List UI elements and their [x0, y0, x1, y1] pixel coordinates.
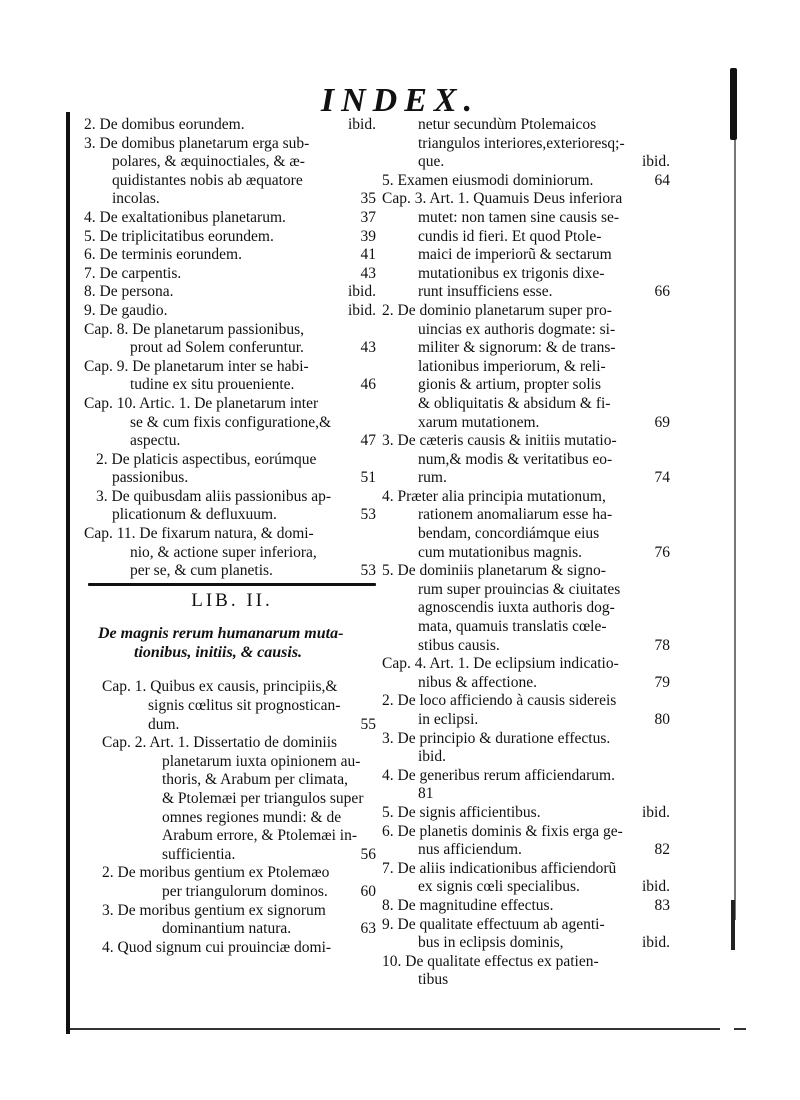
index-entry-line: bendam, concordiámque eius	[418, 525, 600, 543]
index-entry-line	[382, 841, 674, 860]
index-entry-line	[102, 716, 380, 735]
page-reference: 66	[654, 283, 670, 301]
index-entry-text: nibus & affectione.	[418, 673, 537, 691]
page-reference: 43	[360, 339, 376, 357]
index-entry-line: mutationibus ex trigonis dixe-	[418, 264, 605, 282]
index-entry-line: triangulos interiores,exterioresq;-	[418, 134, 625, 152]
index-entry-line: 2. De platicis aspectibus, eorúmque	[96, 450, 317, 468]
index-entries-continued	[382, 116, 674, 990]
index-entry-line: omnes regiones mundi: & de	[162, 808, 342, 826]
index-entry-text: plicationum & defluxuum.	[112, 506, 277, 524]
index-entry-line: 7. De aliis indicationibus afficiendorũ	[382, 859, 617, 877]
index-entry-line: Cap. 2. Art. 1. Dissertatio de dominiis	[102, 734, 338, 752]
index-entry	[382, 655, 674, 692]
index-entry	[382, 897, 674, 916]
index-entry-text: dominantium natura.	[162, 920, 292, 938]
book-subtitle-line: tionibus, initiis, & causis.	[134, 644, 303, 662]
index-entry-text: 4. De exaltationibus planetarum.	[84, 208, 286, 226]
page-reference: 53	[360, 506, 376, 524]
page-title: INDEX.	[320, 82, 480, 119]
index-entry-line	[84, 246, 380, 265]
index-entry-line: 9. De qualitate effectuum ab agenti-	[382, 915, 605, 933]
page-frame-left-rule	[66, 112, 70, 1034]
index-entry-line: 5. De dominiis planetarum & signo-	[382, 562, 606, 580]
index-entry-line	[84, 190, 380, 209]
index-entry-line: netur secundùm Ptolemaicos	[418, 116, 597, 133]
index-entry-line	[84, 283, 380, 302]
index-entry-text: incolas.	[112, 190, 160, 208]
index-entry	[382, 730, 674, 767]
page-reference: 82	[654, 841, 670, 859]
index-entry	[382, 488, 674, 562]
page-reference: 64	[654, 171, 670, 189]
index-entry	[84, 116, 380, 135]
index-entry	[84, 302, 380, 321]
page-reference: 53	[360, 562, 376, 580]
index-entry-line	[102, 920, 380, 939]
index-entry	[102, 902, 380, 939]
index-entry	[84, 283, 380, 302]
index-entry-line: num,& modis & veritatibus eo-	[418, 450, 613, 468]
index-entry-line: 3. De domibus planetarum erga sub-	[84, 134, 310, 152]
book-heading: LIB. II.	[191, 589, 273, 611]
index-entry-line: uincias ex authoris dogmate: si-	[418, 320, 616, 338]
section-divider	[88, 583, 376, 586]
index-entry-text: tudine ex situ proueniente.	[130, 376, 295, 394]
index-entry-line: 4. De generibus rerum afficiendarum.	[382, 766, 615, 784]
index-entry-text: in eclipsi.	[418, 711, 479, 728]
index-entry	[382, 302, 674, 432]
index-entry-text: 5. Examen eiusmodi dominiorum.	[382, 171, 594, 189]
index-entry	[102, 864, 380, 901]
index-entry	[84, 135, 380, 209]
index-entry-line: Cap. 9. De planetarum inter se habi-	[84, 357, 309, 375]
index-entry-line: 10. De qualitate effectus ex patien-	[382, 952, 599, 970]
index-entry-text: nus afficiendum.	[418, 841, 522, 859]
index-entry-line: Cap. 4. Art. 1. De eclipsium indicatio-	[382, 655, 619, 673]
index-entry-line	[102, 846, 380, 865]
page-reference: 78	[654, 636, 670, 654]
index-entry	[84, 525, 380, 581]
page-reference: 51	[360, 469, 376, 487]
left-column	[84, 116, 380, 957]
book-subtitle-line: De magnis rerum humanarum muta-	[98, 625, 344, 643]
index-entry-line: tibus	[418, 971, 449, 989]
index-entry	[382, 804, 674, 823]
page-reference: 35	[360, 190, 376, 208]
index-entry-line	[382, 172, 674, 191]
index-entry-line: maici de imperiorũ & sectarum	[418, 246, 612, 264]
index-entry	[84, 228, 380, 247]
page-reference: 41	[360, 246, 376, 264]
index-entry-text: prout ad Solem conferuntur.	[130, 339, 304, 357]
right-column	[382, 116, 674, 990]
index-entry-line: Cap. 11. De fixarum natura, & domi-	[84, 525, 314, 543]
index-entry-line	[84, 376, 380, 395]
page-reference: 43	[360, 264, 376, 282]
index-entry-line	[84, 302, 380, 321]
index-entry-line: thoris, & Arabum per climata,	[162, 771, 348, 789]
index-entry-line: 4. Quod signum cui prouinciæ domi-	[102, 938, 332, 956]
index-entry	[382, 767, 674, 804]
index-entry-text: 7. De carpentis.	[84, 264, 182, 282]
index-entry-line: 2. De loco afficiendo à causis sidereis	[382, 692, 617, 710]
page-reference: ibid.	[642, 153, 670, 171]
index-entry-line	[84, 432, 380, 451]
page-reference: 47	[360, 432, 376, 450]
index-entry	[382, 823, 674, 860]
page-reference: 55	[360, 715, 376, 733]
index-entry	[382, 916, 674, 953]
index-entry-line: agnoscendis iuxta authoris dog-	[418, 599, 615, 617]
index-entry-line	[382, 637, 674, 656]
index-entry-line: signis cœlitus sit prognostican-	[148, 697, 341, 715]
index-entry-text: stibus causis.	[418, 636, 500, 654]
index-entry-line	[84, 265, 380, 284]
index-entry-line: cundis id fieri. Et quod Ptole-	[418, 227, 602, 245]
index-entry-line	[84, 228, 380, 247]
index-entry-line: 2. De moribus gentium ex Ptolemæo	[102, 864, 330, 882]
index-entry-line	[382, 544, 674, 563]
index-entry-line: 3. De cæteris causis & initiis mutatio-	[382, 432, 617, 450]
index-entry-text: 5. De signis afficientibus.	[382, 803, 541, 821]
index-entry-text: aspectu.	[130, 432, 181, 450]
index-entry-line	[84, 506, 380, 525]
page-reference: ibid.	[348, 301, 376, 319]
index-entry-line: quidistantes nobis ab æquatore	[112, 171, 303, 189]
index-entry-line: rum super prouincias & ciuitates	[418, 580, 621, 598]
index-entry-line: mutet: non tamen sine causis se-	[418, 208, 620, 226]
page-reference: ibid.	[642, 803, 670, 821]
index-entry	[84, 321, 380, 358]
index-entry-line: gionis & artium, propter solis	[418, 376, 601, 394]
page-reference: 83	[654, 896, 670, 914]
index-entry-line	[382, 283, 674, 302]
index-entry	[84, 488, 380, 525]
index-entry-text: per se, & cum planetis.	[130, 562, 273, 580]
index-entry	[382, 190, 674, 302]
page-frame-bottom-rule-end	[734, 1028, 746, 1030]
index-entry-line	[382, 878, 674, 897]
index-entry-text: passionibus.	[112, 469, 189, 487]
page-frame-bottom-rule	[70, 1028, 720, 1030]
page-reference: ibid.	[642, 934, 670, 952]
index-entry-text: que.	[418, 153, 445, 171]
index-entry	[102, 939, 380, 958]
index-entry-text: dum.	[148, 715, 180, 733]
page-reference: ibid.	[348, 283, 376, 301]
index-entry-text: 5. De triplicitatibus eorundem.	[84, 227, 274, 245]
page-reference: 76	[654, 543, 670, 561]
index-entry-line: 4. Præter alia principia mutationum,	[382, 487, 606, 505]
index-entry	[382, 860, 674, 897]
book-subtitle	[98, 624, 380, 662]
index-entry	[382, 953, 674, 990]
page-reference: 60	[360, 882, 376, 900]
page-reference: 37	[360, 208, 376, 226]
index-entry	[382, 172, 674, 191]
index-entry-line	[382, 414, 674, 433]
index-entry-line: & obliquitatis & absidum & fi-	[418, 394, 611, 412]
index-entry-line: Cap. 8. De planetarum passionibus,	[84, 320, 304, 338]
index-entry	[84, 246, 380, 265]
index-entry-line: 6. De planetis dominis & fixis erga ge-	[382, 822, 623, 840]
index-entry-text: runt insufficiens esse.	[418, 283, 553, 301]
index-entry-line: Cap. 3. Art. 1. Quamuis Deus inferiora	[382, 190, 623, 208]
index-entry-line: 2. De dominio planetarum super pro-	[382, 301, 612, 319]
index-entry-line	[84, 116, 380, 135]
page-reference: 79	[654, 673, 670, 691]
index-entry-line	[102, 883, 380, 902]
page-reference: 80	[654, 711, 670, 728]
index-entry-line: 3. De quibusdam aliis passionibus ap-	[96, 487, 332, 505]
index-entry-line: polares, & æquinoctiales, & æ-	[112, 153, 305, 171]
page-reference: 74	[654, 469, 670, 487]
index-entry-line: planetarum iuxta opinionem au-	[162, 752, 361, 770]
index-entry-line	[382, 153, 674, 172]
index-entry	[84, 209, 380, 228]
index-entry-line	[382, 469, 674, 488]
index-entry-line: 81	[418, 785, 434, 803]
index-entry-line: 3. De moribus gentium ex signorum	[102, 901, 326, 919]
index-entry-line	[382, 897, 674, 916]
index-entry-line: 3. De principio & duratione effectus.	[382, 729, 611, 747]
index-entry-line	[84, 469, 380, 488]
index-entry-line	[382, 934, 674, 953]
index-entry	[382, 432, 674, 488]
index-entry-text: 2. De domibus eorundem.	[84, 116, 245, 133]
index-entry-line	[84, 562, 380, 581]
index-entry-text: 8. De magnitudine effectus.	[382, 896, 554, 914]
index-entry-text: 9. De gaudio.	[84, 301, 168, 319]
index-entry-line: mata, quamuis translatis cœle-	[418, 618, 607, 636]
page-reference: 69	[654, 413, 670, 431]
index-entry	[382, 562, 674, 655]
index-entry	[84, 451, 380, 488]
index-entries-book-one	[84, 116, 380, 581]
binding-edge-mark-lower	[731, 900, 735, 950]
index-entry-line: Arabum errore, & Ptolemæi in-	[162, 827, 357, 845]
index-entry-line: & Ptolemæi per triangulos super	[162, 790, 364, 807]
index-entry-line	[84, 209, 380, 228]
page-reference: ibid.	[642, 878, 670, 896]
index-entry	[84, 265, 380, 284]
index-entry-line: se & cum fixis configuratione,&	[130, 413, 332, 431]
index-entry	[84, 358, 380, 395]
index-entry-line: Cap. 1. Quibus ex causis, principiis,&	[102, 678, 338, 696]
index-entry-line	[382, 711, 674, 730]
binding-edge-line	[734, 140, 736, 920]
index-entry-line: lationibus imperiorum, & reli-	[418, 357, 606, 375]
index-entry-text: cum mutationibus magnis.	[418, 543, 583, 561]
index-entry-line: ibid.	[418, 748, 446, 766]
index-entry-text: 6. De terminis eorundem.	[84, 246, 242, 264]
page-reference: 39	[360, 227, 376, 245]
index-entry-text: sufficientia.	[162, 845, 236, 863]
page-reference: 63	[360, 920, 376, 938]
index-entry-text: ex signis cœli specialibus.	[418, 878, 580, 896]
index-entry-line	[84, 339, 380, 358]
index-entries-book-two	[84, 678, 380, 957]
index-entry-text: xarum mutationem.	[418, 413, 540, 431]
page-reference: 46	[360, 376, 376, 394]
index-entry-line	[382, 674, 674, 693]
index-entry	[84, 395, 380, 451]
page-reference: 56	[360, 845, 376, 863]
index-entry	[382, 116, 674, 172]
index-entry-line: militer & signorum: & de trans-	[418, 339, 616, 357]
index-entry	[382, 692, 674, 729]
index-entry-line	[382, 804, 674, 823]
index-entry-text: bus in eclipsis dominis,	[418, 934, 564, 952]
index-entry-text: 8. De persona.	[84, 283, 174, 301]
index-entry	[102, 678, 380, 734]
index-entry-line: Cap. 10. Artic. 1. De planetarum inter	[84, 394, 319, 412]
index-entry-line: rationem anomaliarum esse ha-	[418, 506, 613, 524]
index-entry	[102, 734, 380, 864]
index-entry-line: nio, & actione super inferiora,	[130, 543, 317, 561]
index-entry-text: per triangulorum dominos.	[162, 882, 328, 900]
page-reference: ibid.	[348, 116, 376, 133]
index-entry-text: rum.	[418, 469, 447, 487]
